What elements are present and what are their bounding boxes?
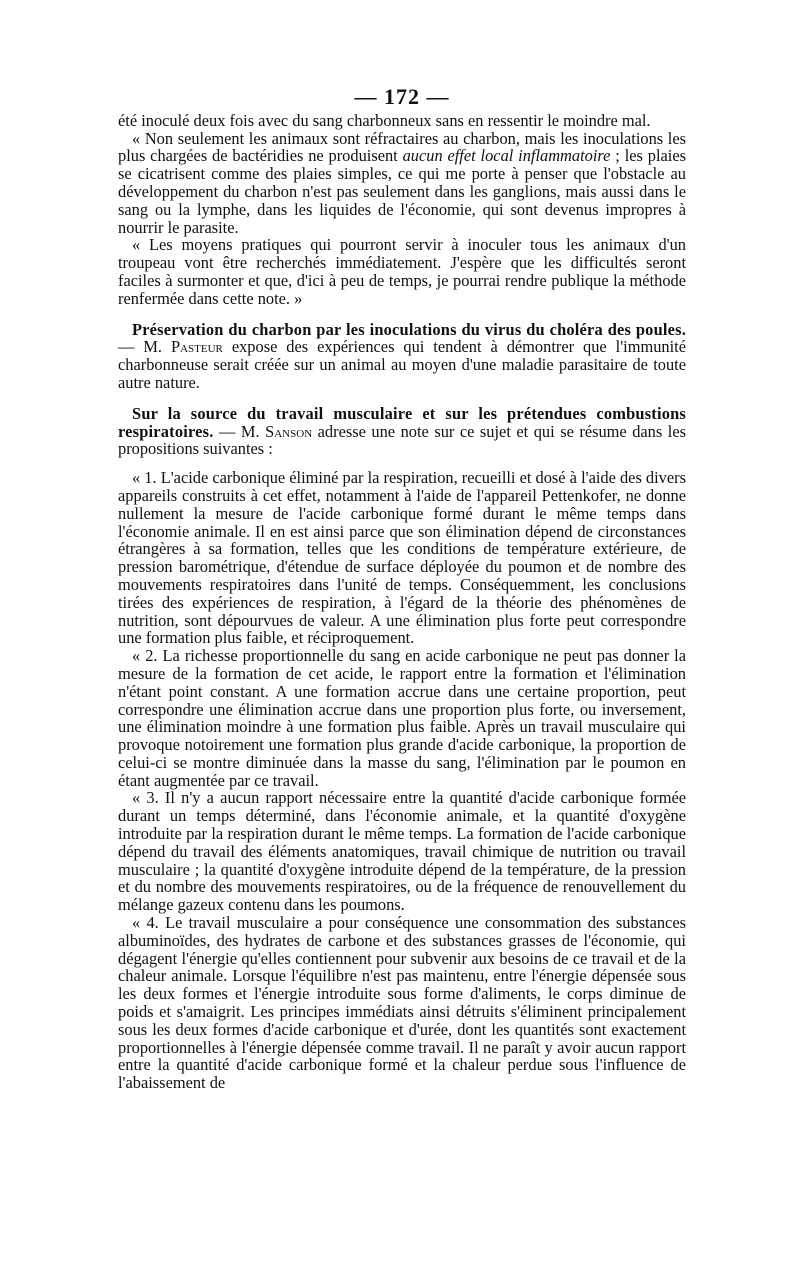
paragraph-text: « Non seulement les animaux sont réfractaires au charbon, mais les inoculations les plus chargées de bactéridies ne produisent (118, 128, 686, 166)
section-title: Sur la source du travail musculaire et sur les prétendues combustions respiratoires. (118, 403, 686, 441)
section-dash: — M. (118, 337, 163, 357)
proposition-1: « 1. L'acide carbonique éliminé par la respiration, recueilli et dosé à l'aide des divers appareils construits à cet effet, notamment à l'aide de l'appareil Pettenkofer, ne donne nullement la mesure de l'acide carbonique formé durant le même temps dans l'économie animale. Il en est ainsi parce que son élimination dépend de circonstances étrangères à sa formation, telles que les conditions de température extérieure, de pression barométrique, d'étendue de surface déployée du poumon et de nombre des mouvements respiratoires dans l'unité de temps. Conséquemment, les conclusions tirées des expériences de respiration, à l'égard de la théorie des phénomènes de nutrition, sont dépourvues de valeur. A une élimination plus forte peut correspondre une formation plus faible, et réciproquement. (118, 468, 686, 648)
section-text: expose des expériences qui tendent à démontrer que l'immunité charbonneuse serait créée sur un animal au moyen d'une maladie parasitaire de toute autre nature. (118, 337, 686, 392)
proposition-4: « 4. Le travail musculaire a pour conséquence une consommation des substances albuminoïdes, des hydrates de carbone et des substances grasses de l'économie, qui dégagent l'énergie qu'elles contiennent pour subvenir aux besoins de ce travail et de la chaleur animale. Lorsque l'équilibre n'est pas maintenu, entre l'énergie dépensée sous les deux formes et l'énergie introduite sous forme d'aliments, le corps diminue de poids et s'amaigrit. Les principes immédiats ainsi détruits s'éliminent principalement sous les deux formes d'acide carbonique et d'urée, dont les quantités sont exactement proportionnelles à l'énergie dépensée comme travail. Il ne paraît y avoir aucun rapport entre la quantité d'acide carbonique formé et la chaleur perdue sous l'influence de l'abaissement de (118, 913, 686, 1093)
section-travail-musculaire (118, 405, 686, 458)
author-name: Sanson (265, 421, 313, 441)
paragraph-intro: été inoculé deux fois avec du sang charbonneux sans en ressentir le moindre mal. (118, 110, 651, 130)
author-name: Pasteur (170, 337, 223, 357)
book-page (118, 84, 686, 1093)
italic-phrase: aucun effet local inflammatoire (402, 146, 611, 166)
page-number: — 172 — (354, 84, 450, 109)
section-text: adresse une note sur ce sujet et qui se résume dans les propositions suivantes : (118, 421, 686, 459)
section-dash: — M. (213, 421, 260, 441)
paragraph-text: ; les plaies se cicatrisent comme des plaies simples, ce qui me porte à penser que l'obstacle au développement du charbon n'est pas seulement dans les ganglions, mais aussi dans le sang ou la lymphe, dans les liquides de l'économie, qui sont devenus impropres à nourrir le parasite. (118, 146, 686, 237)
section-preservation-charbon (118, 321, 686, 392)
proposition-3: « 3. Il n'y a aucun rapport nécessaire entre la quantité d'acide carbonique formée durant un temps déterminé, dans l'économie animale, et la quantité d'oxygène introduite par la respiration durant le même temps. La formation de l'acide carbonique dépend du travail des éléments anatomiques, travail chimique de nutrition ou travail musculaire ; la quantité d'oxygène introduite dépend de la température, de la pression et du nombre des mouvements respiratoires, ou de la fréquence de renouvellement du mélange gazeux contenu dans les poumons. (118, 788, 686, 915)
section-title: Préservation du charbon par les inoculations du virus du choléra des poules. (132, 319, 686, 339)
proposition-2: « 2. La richesse proportionnelle du sang en acide carbonique ne peut pas donner la mesure de la formation de cet acide, le rapport entre la formation et l'élimination n'étant point constant. A une formation accrue dans une certaine proportion, peut correspondre une élimination accrue dans une proportion plus forte, ou inversement, une élimination moindre à une formation plus faible. Après un travail musculaire qui provoque notoirement une formation plus grande d'acide carbonique, la proportion de celui-ci se montre diminuée dans la masse du sang, l'élimination par le poumon en étant augmentée par ce travail. (118, 646, 686, 790)
paragraph-non-seulement (118, 130, 686, 237)
paragraph-moyens-pratiques: « Les moyens pratiques qui pourront servir à inoculer tous les animaux d'un troupeau vont être recherchés immédiatement. J'espère que les difficultés seront faciles à surmonter et que, d'ici à peu de temps, je pourrai rendre publique la méthode renfermée dans cette note. » (118, 235, 686, 308)
